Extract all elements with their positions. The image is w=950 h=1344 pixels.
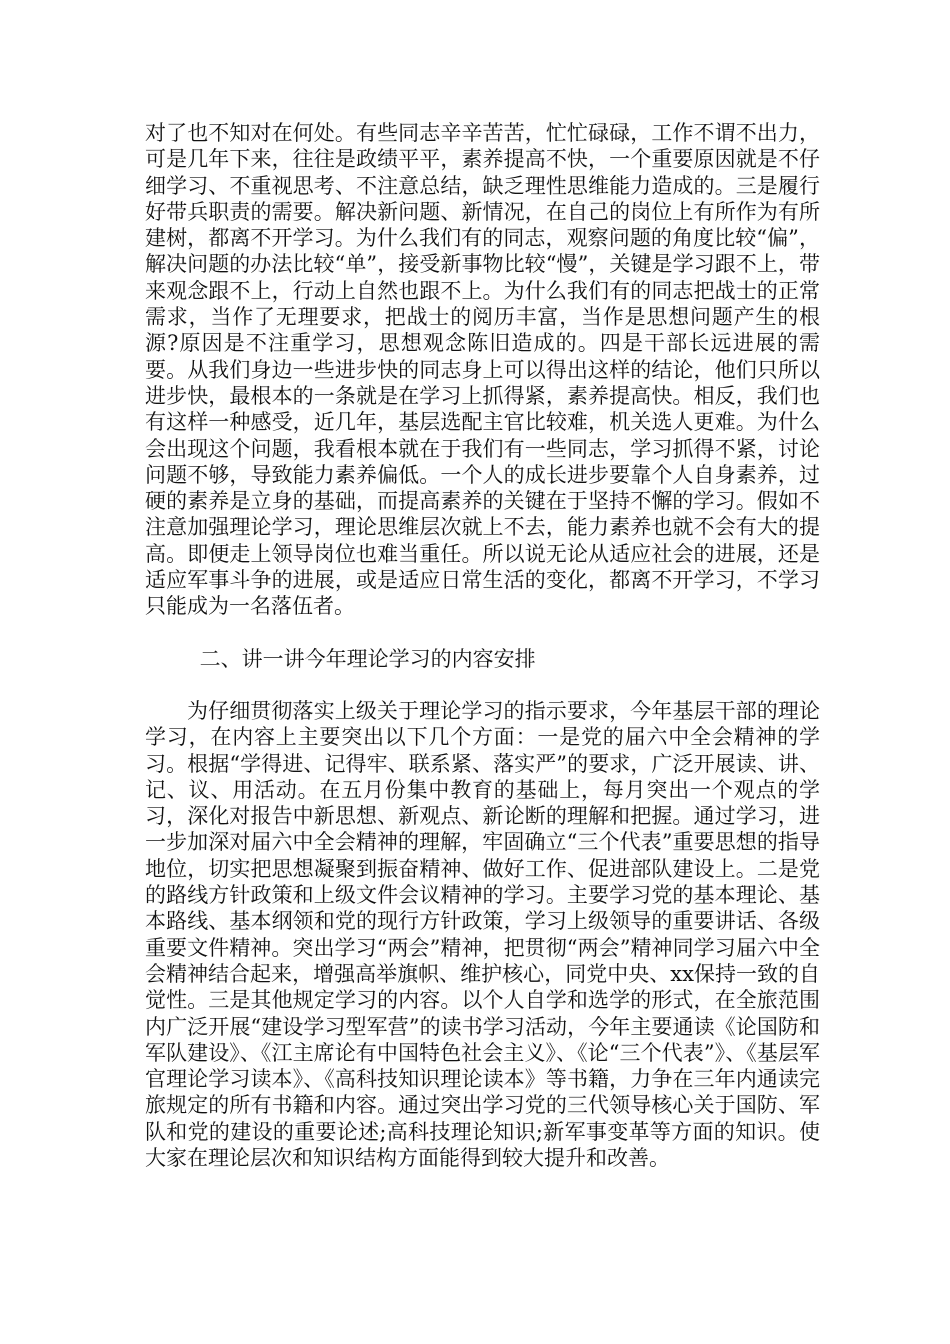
paragraph-continued: 对了也不知对在何处。有些同志辛辛苦苦，忙忙碌碌，工作不谓不出力，可是几年下来，往往是政绩平平，素养提高不快，一个重要原因就是不仔细学习、不重视思考、不注意总结，缺乏理性思维能力造成的。三是履行好带兵职责的需要。解决新问题、新情况，在自己的岗位上有所作为有所建树，都离不开学习。为什么我们有的同志，观察问题的角度比较“偏”，解决问题的办法比较“单”，接受新事物比较“慢”，关键是学习跟不上，带来观念跟不上，行动上自然也跟不上。为什么我们有的同志把战士的正常需求，当作了无理要求，把战士的阅历丰富，当作是思想问题产生的根源?原因是不注重学习，思想观念陈旧造成的。四是干部长远进展的需要。从我们身边一些进步快的同志身上可以得出这样的结论，他们只所以进步快，最根本的一条就是在学习上抓得紧，素养提高快。相反，我们也有这样一种感受，近几年，基层选配主官比较难，机关选人更难。为什么会出现这个问题，我看根本就在于我们有一些同志，学习抓得不紧，讨论问题不够，导致能力素养偏低。一个人的成长进步要靠个人自身素养，过硬的素养是立身的基础，而提高素养的关键在于坚持不懈的学习。假如不注意加强理论学习，理论思维层次就上不去，能力素养也就不会有大的提高。即便走上领导岗位也难当重任。所以说无论从适应社会的进展，还是适应军事斗争的进展，或是适应日常生活的变化，都离不开学习，不学习只能成为一名落伍者。 (145, 121, 820, 619)
document-page (145, 120, 820, 1171)
paragraph-section-2: 为仔细贯彻落实上级关于理论学习的指示要求，今年基层干部的理论学习，在内容上主要突出以下几个方面：一是党的届六中全会精神的学习。根据“学得进、记得牢、联系紧、落实严”的要求，广泛开展读、讲、记、议、用活动。在五月份集中教育的基础上，每月突出一个观点的学习，深化对报告中新思想、新观点、新论断的理解和把握。通过学习，进一步加深对届六中全会精神的理解，牢固确立“三个代表”重要思想的指导地位，切实把思想凝聚到振奋精神、做好工作、促进部队建设上。二是党的路线方针政策和上级文件会议精神的学习。主要学习党的基本理论、基本路线、基本纲领和党的现行方针政策，学习上级领导的重要讲话、各级重要文件精神。突出学习“两会”精神，把贯彻“两会”精神同学习届六中全会精神结合起来，增强高举旗帜、维护核心，同党中央、xx保持一致的自觉性。三是其他规定学习的内容。以个人自学和选学的形式，在全旅范围内广泛开展“建设学习型军营”的读书学习活动，今年主要通读《论国防和军队建设》、《江主席论有中国特色社会主义》、《论“三个代表”》、《基层军官理论学习读本》、《高科技知识理论读本》等书籍，力争在三年内通读完旅规定的所有书籍和内容。通过突出学习党的三代领导核心关于国防、军队和党的建设的重要论述;高科技理论知识;新军事变革等方面的知识。使大家在理论层次和知识结构方面能得到较大提升和改善。 (145, 698, 820, 1170)
section-heading-2: 二、讲一讲今年理论学习的内容安排 (199, 646, 536, 671)
